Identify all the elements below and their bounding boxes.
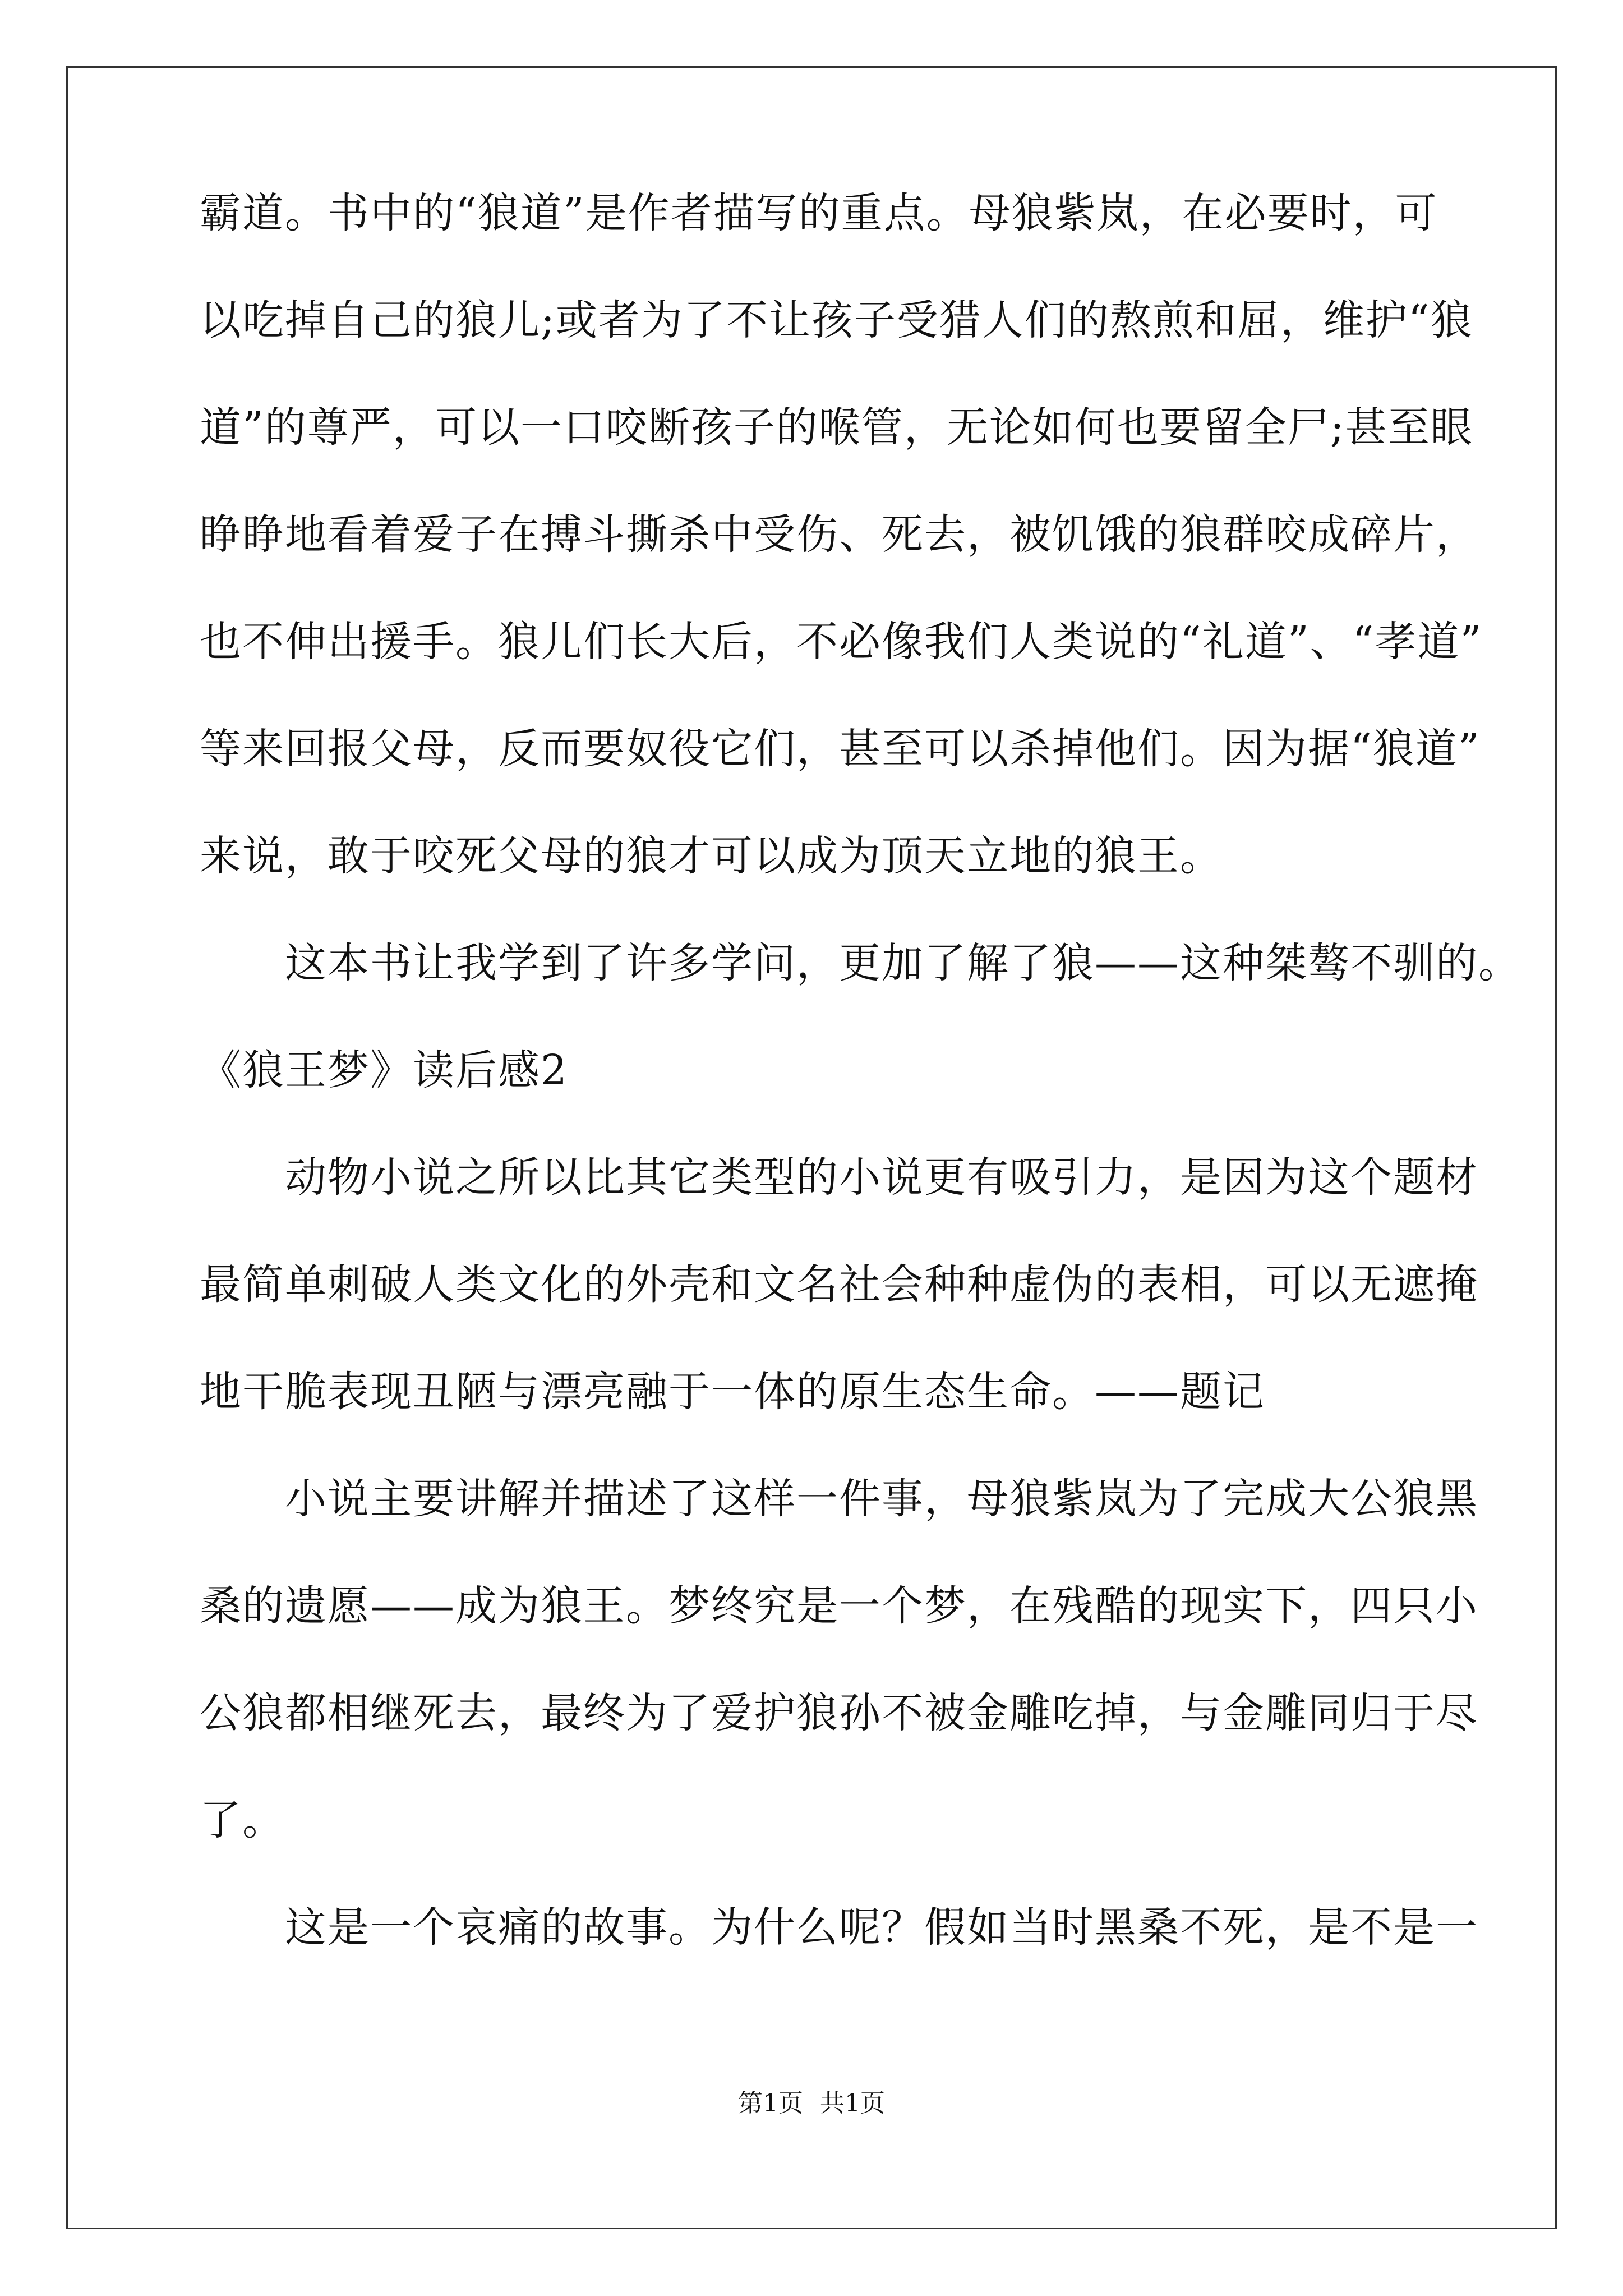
text-line: 等来回报父母，反而要奴役它们，甚至可以杀掉他们。因为据“狼道”: [200, 725, 1481, 773]
text-line: 小说主要讲解并描述了这样一件事，母狼紫岚为了完成大公狼黑: [200, 1475, 1478, 1523]
section-heading: 《狼王梦》读后感2: [200, 1046, 569, 1094]
page-total: 共1页: [820, 2089, 885, 2118]
page-number: 第1页: [738, 2089, 803, 2118]
page-footer: [0, 2087, 1623, 2120]
text-line: 公狼都相继死去，最终为了爱护狼孙不被金雕吃掉，与金雕同归于尽: [200, 1689, 1478, 1737]
text-line: 睁睁地看着爱子在搏斗撕杀中受伤、死去，被饥饿的狼群咬成碎片，: [200, 510, 1478, 559]
text-line: 最简单刺破人类文化的外壳和文名社会种种虚伪的表相，可以无遮掩: [200, 1260, 1478, 1309]
text-line: 地干脆表现丑陋与漂亮融于一体的原生态生命。——题记: [200, 1368, 1265, 1416]
text-line: 来说，敢于咬死父母的狼才可以成为顶天立地的狼王。: [200, 832, 1223, 880]
text-line: 也不伸出援手。狼儿们长大后，不必像我们人类说的“礼道”、“孝道”: [200, 618, 1483, 666]
text-line: 动物小说之所以比其它类型的小说更有吸引力，是因为这个题材: [200, 1153, 1478, 1202]
text-line: 了。: [200, 1796, 285, 1844]
text-line: 以吃掉自己的狼儿;或者为了不让孩子受猎人们的熬煎和屈，维护“狼: [200, 296, 1473, 344]
text-line: 霸道。书中的“狼道”是作者描写的重点。母狼紫岚，在必要时，可: [200, 189, 1438, 237]
text-line: 道”的尊严，可以一口咬断孩子的喉管，无论如何也要留全尸;甚至眼: [200, 403, 1473, 452]
text-line: 这本书让我学到了许多学问，更加了解了狼——这种桀骜不驯的。: [200, 939, 1521, 987]
text-line: 桑的遗愿——成为狼王。梦终究是一个梦，在残酷的现实下，四只小: [200, 1582, 1478, 1630]
text-line: 这是一个哀痛的故事。为什么呢？假如当时黑桑不死，是不是一: [200, 1903, 1478, 1952]
